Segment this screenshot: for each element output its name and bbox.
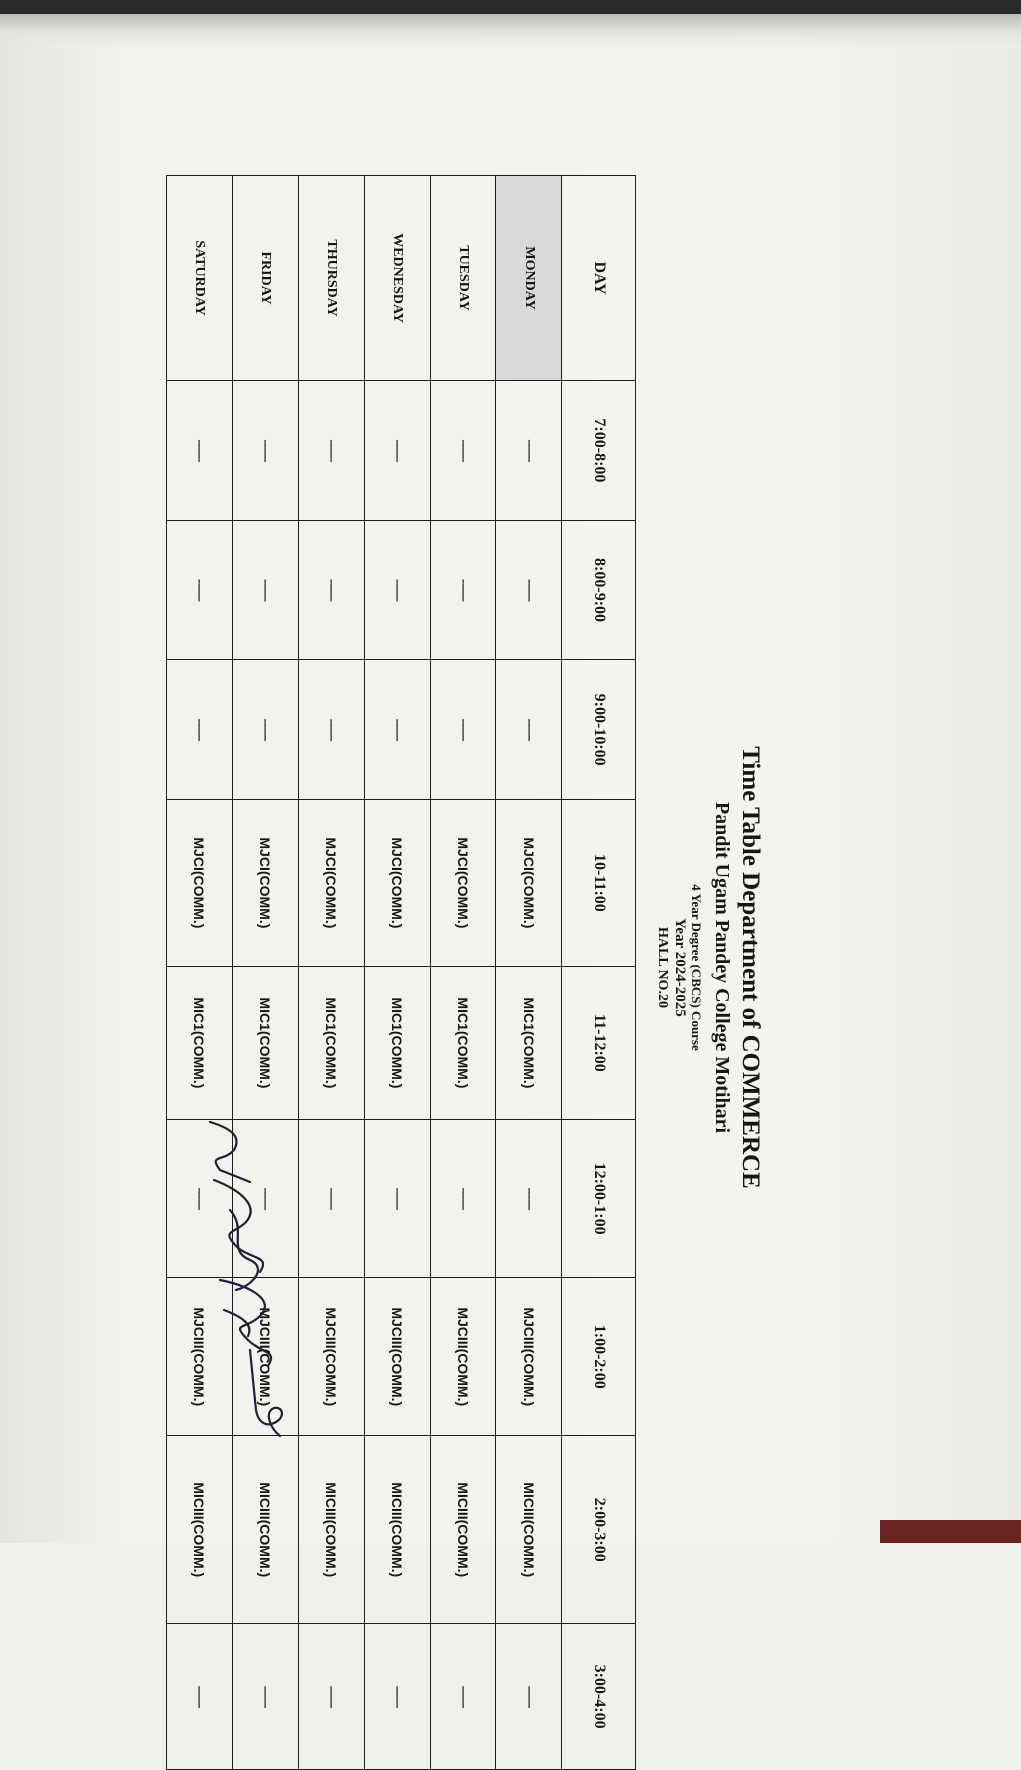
empty-slot: ------: [167, 520, 233, 660]
header-cell: 7:00-8:00: [562, 381, 636, 521]
subject-cell: MJCIII(COMM.): [167, 1278, 233, 1436]
subject-cell: MICIII(COMM.): [232, 1436, 298, 1624]
empty-slot: ------: [232, 520, 298, 660]
empty-slot: ------: [430, 660, 496, 800]
header-row: [562, 176, 636, 1770]
subject-cell: MIC1(COMM.): [496, 966, 562, 1119]
subject-cell: MIC1(COMM.): [430, 966, 496, 1119]
empty-slot: ------: [364, 660, 430, 800]
subject-cell: MICIII(COMM.): [430, 1436, 496, 1624]
subject-cell: MIC1(COMM.): [298, 966, 364, 1119]
empty-slot: ------: [496, 520, 562, 660]
empty-slot: ------: [430, 1120, 496, 1278]
table-row: [232, 176, 298, 1770]
subject-cell: MJCI(COMM.): [430, 799, 496, 966]
empty-slot: ------: [298, 1120, 364, 1278]
table-row: [167, 176, 233, 1770]
subject-cell: MJCIII(COMM.): [232, 1278, 298, 1436]
empty-slot: ------: [298, 660, 364, 800]
table-row: [496, 176, 562, 1770]
subject-cell: MICIII(COMM.): [496, 1436, 562, 1624]
subject-cell: MJCIII(COMM.): [430, 1278, 496, 1436]
day-cell: TUESDAY: [430, 176, 496, 381]
subject-cell: MICIII(COMM.): [364, 1436, 430, 1624]
empty-slot: ------: [496, 381, 562, 521]
empty-slot: ------: [496, 1624, 562, 1770]
header-cell: 3:00-4:00: [562, 1624, 636, 1770]
day-cell: MONDAY: [496, 176, 562, 381]
subject-cell: MICIII(COMM.): [298, 1436, 364, 1624]
empty-slot: ------: [430, 520, 496, 660]
header-cell: DAY: [562, 176, 636, 381]
empty-slot: ------: [364, 1120, 430, 1278]
empty-slot: ------: [167, 381, 233, 521]
empty-slot: ------: [232, 1120, 298, 1278]
empty-slot: ------: [298, 1624, 364, 1770]
day-cell: WEDNESDAY: [364, 176, 430, 381]
header-cell: 11-12:00: [562, 966, 636, 1119]
header-cell: 9:00-10:00: [562, 660, 636, 800]
subject-cell: MJCIII(COMM.): [364, 1278, 430, 1436]
subject-cell: MIC1(COMM.): [364, 966, 430, 1119]
signature-icon: [190, 1110, 300, 1450]
empty-slot: ------: [232, 1624, 298, 1770]
empty-slot: ------: [167, 1624, 233, 1770]
subject-cell: MICIII(COMM.): [167, 1436, 233, 1624]
empty-slot: ------: [232, 660, 298, 800]
course-name: 4 Year Degree (CBCS) Course: [689, 884, 704, 1051]
table-row: [364, 176, 430, 1770]
empty-slot: ------: [430, 381, 496, 521]
subject-cell: MJCI(COMM.): [364, 799, 430, 966]
day-cell: THURSDAY: [298, 176, 364, 381]
table-row: [298, 176, 364, 1770]
timetable-table: [166, 175, 636, 1770]
scan-bottom-edge: [880, 1520, 1021, 1543]
subject-cell: MJCIII(COMM.): [496, 1278, 562, 1436]
header-cell: 8:00-9:00: [562, 520, 636, 660]
header-cell: 12:00-1:00: [562, 1120, 636, 1278]
empty-slot: ------: [298, 520, 364, 660]
college-name: Pandit Ugam Pandey College Motihari: [711, 801, 733, 1134]
day-cell: FRIDAY: [232, 176, 298, 381]
timetable-sheet: [191, 165, 768, 1770]
session-year: Year 2024-2025: [672, 918, 688, 1017]
hall-number: HALL NO.20: [655, 927, 670, 1008]
header-cell: 1:00-2:00: [562, 1278, 636, 1436]
subject-cell: MIC1(COMM.): [167, 966, 233, 1119]
day-cell: SATURDAY: [167, 176, 233, 381]
subject-cell: MJCIII(COMM.): [298, 1278, 364, 1436]
scan-top-edge: [0, 0, 1021, 14]
scan-top-shadow: [0, 14, 1021, 48]
empty-slot: ------: [430, 1624, 496, 1770]
empty-slot: ------: [496, 660, 562, 800]
empty-slot: ------: [298, 381, 364, 521]
empty-slot: ------: [364, 1624, 430, 1770]
subject-cell: MIC1(COMM.): [232, 966, 298, 1119]
subject-cell: MJCI(COMM.): [298, 799, 364, 966]
empty-slot: ------: [364, 520, 430, 660]
header-cell: 10-11:00: [562, 799, 636, 966]
empty-slot: ------: [364, 381, 430, 521]
empty-slot: ------: [167, 660, 233, 800]
header-cell: 2:00-3:00: [562, 1436, 636, 1624]
empty-slot: ------: [232, 381, 298, 521]
document-heading: [640, 165, 768, 1770]
document-title: Time Table Department of COMMERCE: [737, 746, 764, 1189]
subject-cell: MJCI(COMM.): [167, 799, 233, 966]
empty-slot: ------: [167, 1120, 233, 1278]
table-row: [430, 176, 496, 1770]
subject-cell: MJCI(COMM.): [232, 799, 298, 966]
empty-slot: ------: [496, 1120, 562, 1278]
subject-cell: MJCI(COMM.): [496, 799, 562, 966]
